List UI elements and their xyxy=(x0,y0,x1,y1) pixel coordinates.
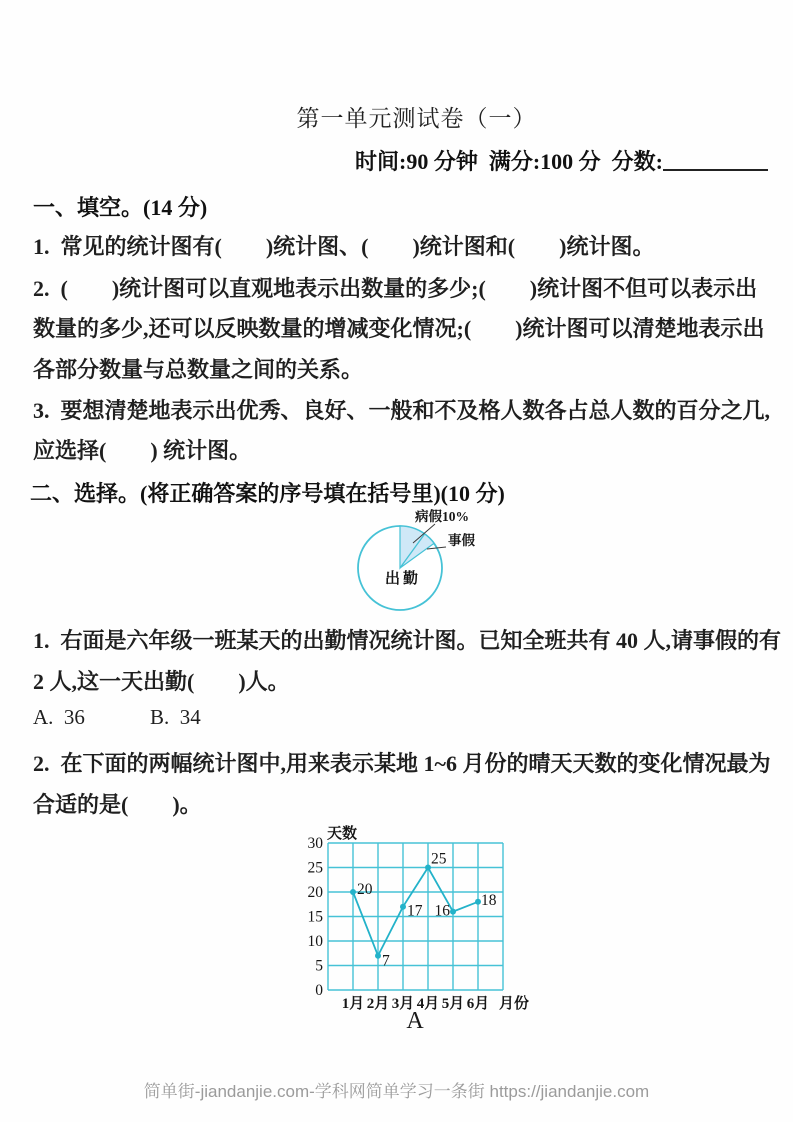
y-tick-label: 15 xyxy=(307,908,323,926)
fill-q3-line2: 应选择( ) 统计图。 xyxy=(33,438,252,463)
pie-label-sick-leave: 病假10% xyxy=(415,509,469,524)
score-blank-line xyxy=(663,169,768,171)
section2-heading: 二、选择。(将正确答案的序号填在括号里)(10 分) xyxy=(30,481,505,506)
y-tick-label: 0 xyxy=(315,982,323,999)
chart-xlabel-month: 月份 xyxy=(498,996,530,1012)
x-tick-label: 6月 xyxy=(466,996,490,1012)
y-tick-label: 20 xyxy=(307,884,323,901)
data-point xyxy=(375,953,381,959)
data-label: 18 xyxy=(481,891,497,909)
choice-q1-option-a: A. 36 xyxy=(33,705,85,729)
chart-caption-a: A xyxy=(406,1008,424,1034)
exam-info-text: 时间:90 分钟 满分:100 分 分数: xyxy=(355,149,663,174)
data-point xyxy=(400,904,406,910)
days-line-chart xyxy=(290,815,540,1015)
choice-q1-line1: 1. 右面是六年级一班某天的出勤情况统计图。已知全班共有 40 人,请事假的有 xyxy=(33,628,782,653)
y-tick-label: 25 xyxy=(307,859,323,877)
fill-q2-line3: 各部分数量与总数量之间的关系。 xyxy=(33,357,364,382)
x-tick-label: 4月 xyxy=(416,996,440,1012)
data-point xyxy=(350,889,356,895)
choice-q1-option-b: B. 34 xyxy=(150,705,201,729)
page-title: 第一单元测试卷（一） xyxy=(296,106,537,131)
x-tick-label: 2月 xyxy=(366,996,390,1012)
y-tick-label: 5 xyxy=(315,957,323,975)
fill-q1-text: 1. 常见的统计图有( )统计图、( )统计图和( )统计图。 xyxy=(33,234,655,259)
attendance-pie-chart xyxy=(340,502,500,624)
y-tick-label: 10 xyxy=(307,933,323,950)
data-label: 7 xyxy=(382,952,390,970)
fill-q2-line1: 2. ( )统计图可以直观地表示出数量的多少;( )统计图不但可以表示出 xyxy=(33,276,758,301)
exam-info xyxy=(355,145,768,176)
x-tick-label: 3月 xyxy=(391,996,415,1012)
fill-q3-line1: 3. 要想清楚地表示出优秀、良好、一般和不及格人数各占总人数的百分之几, xyxy=(33,398,771,423)
choice-q2-line1: 2. 在下面的两幅统计图中,用来表示某地 1~6 月份的晴天天数的变化情况最为 xyxy=(33,751,771,776)
choice-q2-line2: 合适的是( )。 xyxy=(33,792,202,817)
page-footer: 简单街-jiandanjie.com-学科网简单学习一条街 https://jiandanjie.com xyxy=(143,1082,650,1101)
data-label: 16 xyxy=(434,902,450,920)
pie-label-personal-leave: 事假 xyxy=(448,533,475,548)
data-label: 20 xyxy=(357,881,373,898)
data-label: 17 xyxy=(407,902,423,920)
chart-ylabel-days: 天数 xyxy=(327,826,358,842)
x-tick-label: 1月 xyxy=(341,996,365,1012)
fill-q2-line2: 数量的多少,还可以反映数量的增减变化情况;( )统计图可以清楚地表示出 xyxy=(33,316,765,341)
section1-heading: 一、填空。(14 分) xyxy=(33,195,208,220)
y-tick-label: 30 xyxy=(307,835,323,852)
x-tick-label: 5月 xyxy=(441,996,465,1012)
pie-label-attendance: 出勤 xyxy=(385,571,422,587)
choice-q1-line2: 2 人,这一天出勤( )人。 xyxy=(33,669,290,694)
data-label: 25 xyxy=(431,850,447,868)
data-point xyxy=(450,909,456,915)
